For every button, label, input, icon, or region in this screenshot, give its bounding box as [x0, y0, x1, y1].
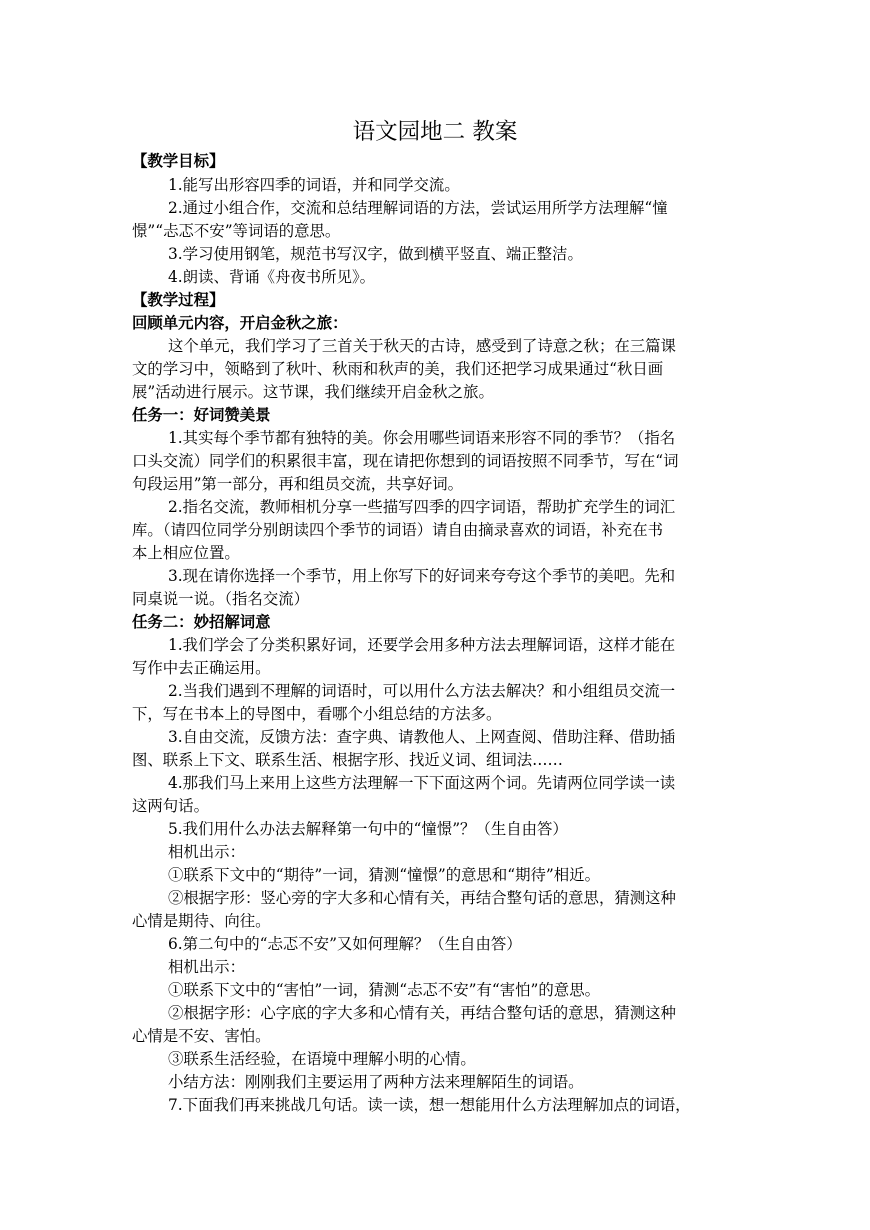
- paragraph-line: 3.自由交流，反馈方法：查字典、请教他人、上网查阅、借助注释、借助插: [168, 728, 676, 746]
- paragraph-line: ②根据字形：竖心旁的字大多和心情有关，再结合整句话的意思，猜测这种: [168, 889, 676, 907]
- paragraph-line: 心情是期待、向往。: [132, 912, 271, 930]
- page-title: 语文园地二 教案: [352, 119, 518, 145]
- paragraph-line: 1.能写出形容四季的词语，并和同学交流。: [168, 176, 460, 194]
- paragraph-line: 口头交流）同学们的积累很丰富，现在请把你想到的词语按照不同季节，写在“词: [132, 452, 679, 470]
- paragraph-line: 图、联系上下文、联系生活、根据字形、找近义词、组词法……: [132, 751, 563, 769]
- paragraph-line: ①联系下文中的“害怕”一词，猜测“忐忑不安”有“害怕”的意思。: [168, 981, 600, 999]
- subheading-review: 回顾单元内容，开启金秋之旅：: [132, 314, 348, 332]
- paragraph-line: 句段运用”第一部分，再和组员交流，共享好词。: [132, 475, 464, 493]
- paragraph-line: 3.学习使用钢笔，规范书写汉字，做到横平竖直、端正整洁。: [168, 245, 583, 263]
- subheading-task-one: 任务一：好词赞美景: [132, 406, 271, 424]
- paragraph-line: 这两句话。: [132, 797, 209, 815]
- paragraph-line: ③联系生活经验，在语境中理解小明的心情。: [168, 1050, 476, 1068]
- paragraph-line: 1.我们学会了分类积累好词，还要学会用多种方法去理解词语，这样才能在: [168, 636, 676, 654]
- paragraph-line: 相机出示：: [168, 843, 245, 861]
- paragraph-line: 憬”“忐忑不安”等词语的意思。: [132, 222, 341, 240]
- paragraph-line: ②根据字形：心字底的字大多和心情有关，再结合整句话的意思，猜测这种: [168, 1004, 676, 1022]
- section-heading-process: 【教学过程】: [132, 291, 225, 309]
- paragraph-line: 2.通过小组合作，交流和总结理解词语的方法，尝试运用所学方法理解“憧: [168, 199, 668, 217]
- paragraph-line: 4.朗读、背诵《舟夜书所见》。: [168, 268, 376, 286]
- paragraph-line: 3.现在请你选择一个季节，用上你写下的好词来夸夸这个季节的美吧。先和: [168, 567, 676, 585]
- paragraph-line: 这个单元，我们学习了三首关于秋天的古诗，感受到了诗意之秋；在三篇课: [168, 337, 676, 355]
- paragraph-line: 本上相应位置。: [132, 544, 240, 562]
- paragraph-line: 写作中去正确运用。: [132, 659, 271, 677]
- paragraph-line: ①联系下文中的“期待”一词，猜测“憧憬”的意思和“期待”相近。: [168, 866, 600, 884]
- paragraph-line: 6.第二句中的“忐忑不安”又如何理解？（生自由答）: [168, 935, 522, 953]
- paragraph-line: 同桌说一说。（指名交流）: [132, 590, 309, 608]
- section-heading-objectives: 【教学目标】: [132, 152, 225, 170]
- paragraph-line: 心情是不安、害怕。: [132, 1027, 271, 1045]
- paragraph-line: 2.指名交流，教师相机分享一些描写四季的四字词语，帮助扩充学生的词汇: [168, 498, 676, 516]
- paragraph-line: 展”活动进行展示。这节课，我们继续开启金秋之旅。: [132, 383, 494, 401]
- paragraph-line: 库。（请四位同学分别朗读四个季节的词语）请自由摘录喜欢的词语，补充在书: [132, 521, 663, 539]
- paragraph-line: 1.其实每个季节都有独特的美。你会用哪些词语来形容不同的季节？（指名: [168, 429, 676, 447]
- paragraph-line: 4.那我们马上来用上这些方法理解一下下面这两个词。先请两位同学读一读: [168, 774, 676, 792]
- paragraph-line: 5.我们用什么办法去解释第一句中的“憧憬”？（生自由答）: [168, 820, 568, 838]
- paragraph-line: 2.当我们遇到不理解的词语时，可以用什么方法去解决？和小组组员交流一: [168, 682, 676, 700]
- subheading-task-two: 任务二：妙招解词意: [132, 613, 271, 631]
- paragraph-line: 7.下面我们再来挑战几句话。读一读，想一想能用什么方法理解加点的词语，: [168, 1096, 691, 1114]
- paragraph-line: 小结方法：刚刚我们主要运用了两种方法来理解陌生的词语。: [168, 1073, 584, 1091]
- paragraph-line: 相机出示：: [168, 958, 245, 976]
- paragraph-line: 文的学习中，领略到了秋叶、秋雨和秋声的美，我们还把学习成果通过“秋日画: [132, 360, 664, 378]
- paragraph-line: 下，写在书本上的导图中，看哪个小组总结的方法多。: [132, 705, 502, 723]
